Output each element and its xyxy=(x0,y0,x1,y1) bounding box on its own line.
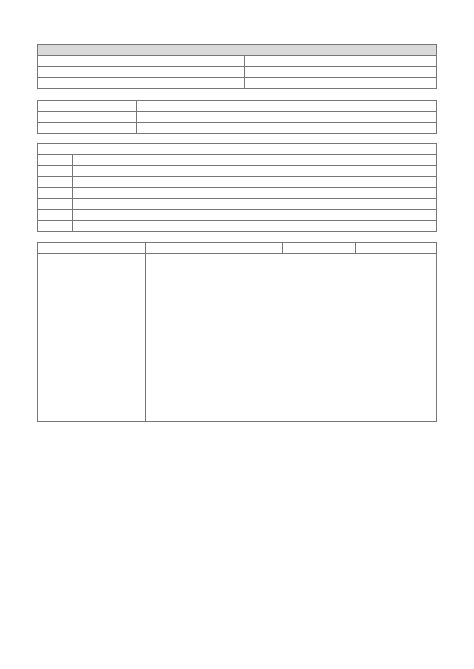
methodology-step[interactable] xyxy=(73,221,437,232)
methodology-bullet xyxy=(38,199,73,210)
ppe-requirements-input[interactable] xyxy=(137,101,437,112)
requirements-table xyxy=(37,100,437,134)
divider xyxy=(145,242,146,422)
job-description-field[interactable] xyxy=(38,45,437,56)
methodology-bullet xyxy=(38,177,73,188)
methodology-step[interactable] xyxy=(73,166,437,177)
methodology-bullet xyxy=(38,210,73,221)
methodology-table xyxy=(37,143,437,232)
hazardous-materials-label xyxy=(38,123,137,134)
ppe-requirements-label xyxy=(38,101,137,112)
divider xyxy=(355,242,356,254)
divider xyxy=(282,242,283,254)
methodology-bullet xyxy=(38,221,73,232)
hazardous-materials-input[interactable] xyxy=(137,123,437,134)
risk-section xyxy=(37,242,437,422)
date-field[interactable] xyxy=(38,56,245,67)
student-name-field[interactable] xyxy=(38,67,245,78)
methodology-step[interactable] xyxy=(73,188,437,199)
methodology-step[interactable] xyxy=(73,210,437,221)
methodology-bullet xyxy=(38,166,73,177)
job-info-table xyxy=(37,44,437,89)
methodology-step[interactable] xyxy=(73,177,437,188)
job-site-field[interactable] xyxy=(245,56,437,67)
methodology-label xyxy=(38,144,437,155)
site-supervisor-field[interactable] xyxy=(245,67,437,78)
methodology-bullet xyxy=(38,155,73,166)
risk-header-row xyxy=(37,242,437,254)
student-sign-field[interactable] xyxy=(38,78,245,89)
site-supervisor-sign-field[interactable] xyxy=(245,78,437,89)
methodology-step[interactable] xyxy=(73,155,437,166)
tools-equipment-input[interactable] xyxy=(137,112,437,123)
methodology-bullet xyxy=(38,188,73,199)
methodology-step[interactable] xyxy=(73,199,437,210)
tools-equipment-label xyxy=(38,112,137,123)
